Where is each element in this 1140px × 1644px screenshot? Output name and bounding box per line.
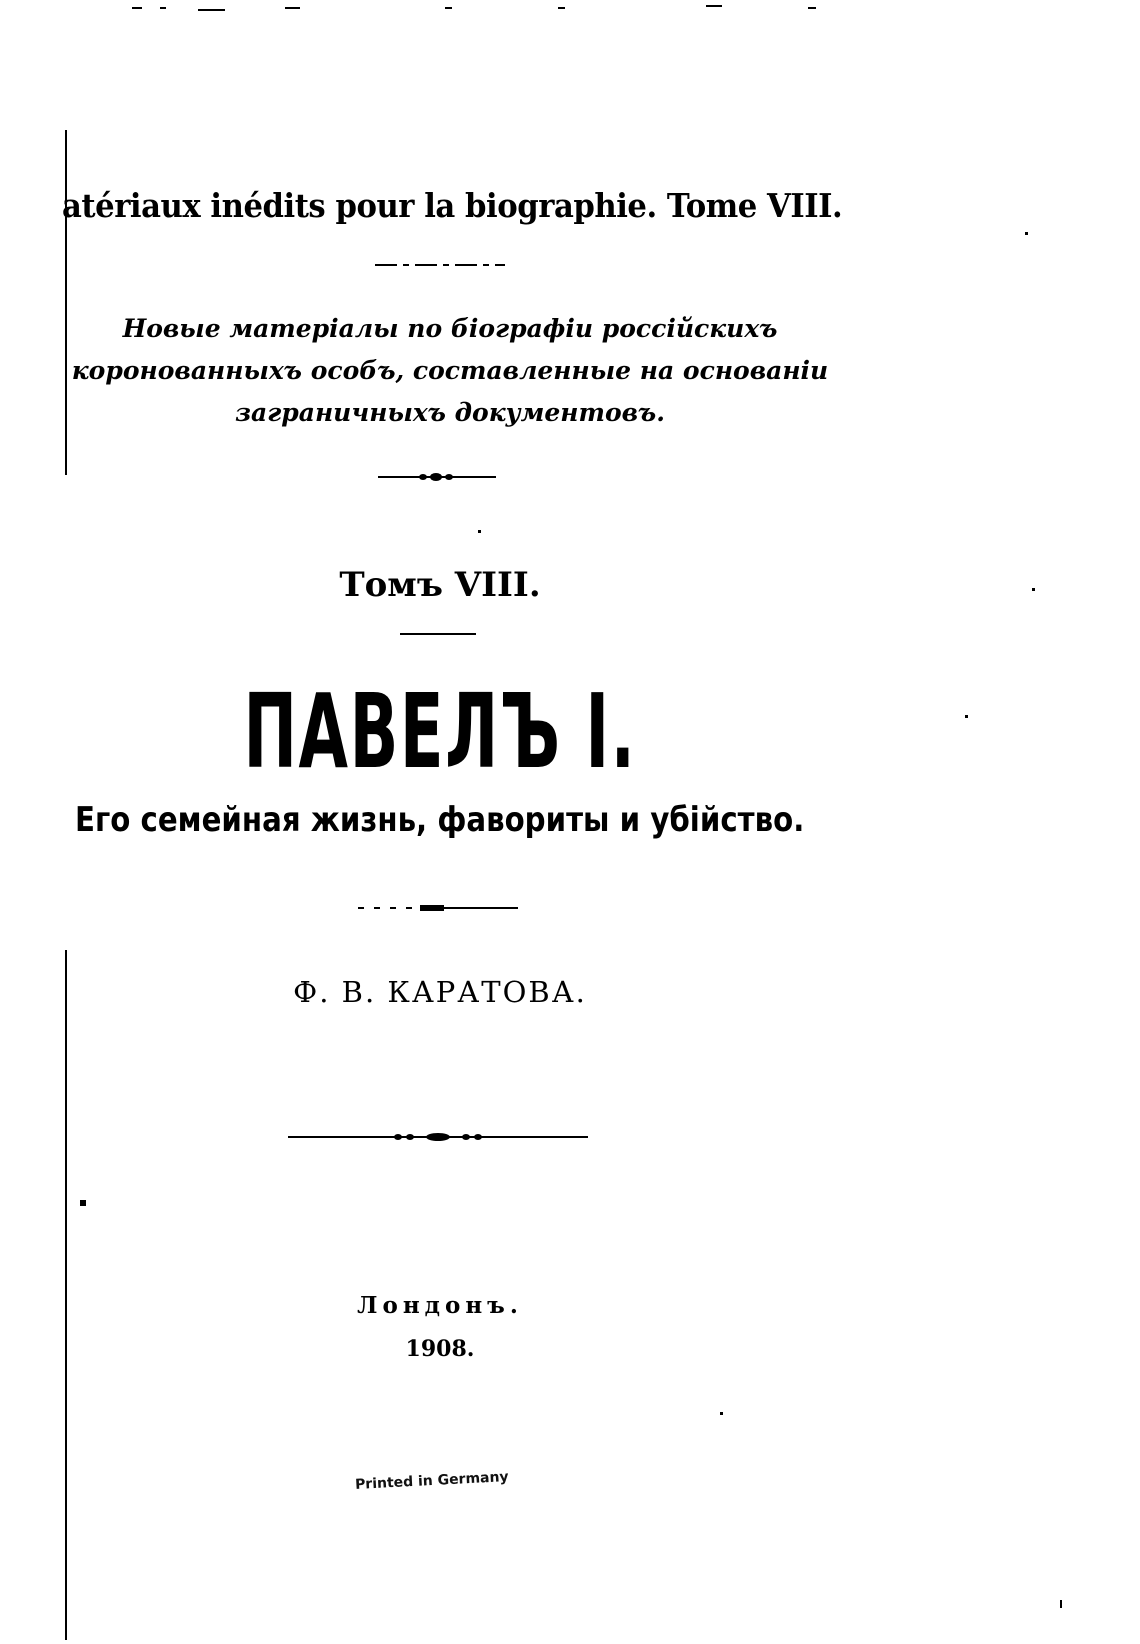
dashed-divider (358, 904, 518, 912)
year: 1908. (405, 1336, 475, 1362)
volume-label: Томъ VIII. (339, 565, 541, 605)
scan-speck (720, 1412, 723, 1415)
author: Ф. В. КАРАТОВА. (293, 975, 587, 1009)
ornament-divider (378, 470, 496, 484)
scan-speck (1025, 232, 1028, 235)
dashed-divider (375, 262, 505, 268)
scan-speck (1060, 1600, 1062, 1608)
subtitle-line: коронованныхъ особъ, составленные на основаніи (71, 356, 829, 385)
main-title: ПАВЕЛЪ I. (243, 673, 637, 792)
subtitle-line: заграничныхъ документовъ. (235, 398, 665, 427)
printed-stamp: Printed in Germany (354, 1468, 509, 1494)
ornament-divider (288, 1130, 588, 1144)
subtitle (60, 308, 840, 434)
short-divider (400, 632, 476, 636)
scan-top-edge (0, 0, 1140, 20)
scan-speck (1032, 588, 1035, 591)
secondary-title: Его семейная жизнь, фавориты и убійство. (75, 800, 805, 840)
scan-speck (965, 715, 968, 718)
scan-speck (478, 530, 481, 533)
subtitle-line: Новые матеріалы по біографіи россійскихъ (122, 314, 778, 343)
city: Лондонъ. (357, 1292, 523, 1319)
scan-speck (80, 1200, 86, 1206)
series-header: atériaux inédits pour la biographie. Tome VIII. (62, 186, 843, 225)
